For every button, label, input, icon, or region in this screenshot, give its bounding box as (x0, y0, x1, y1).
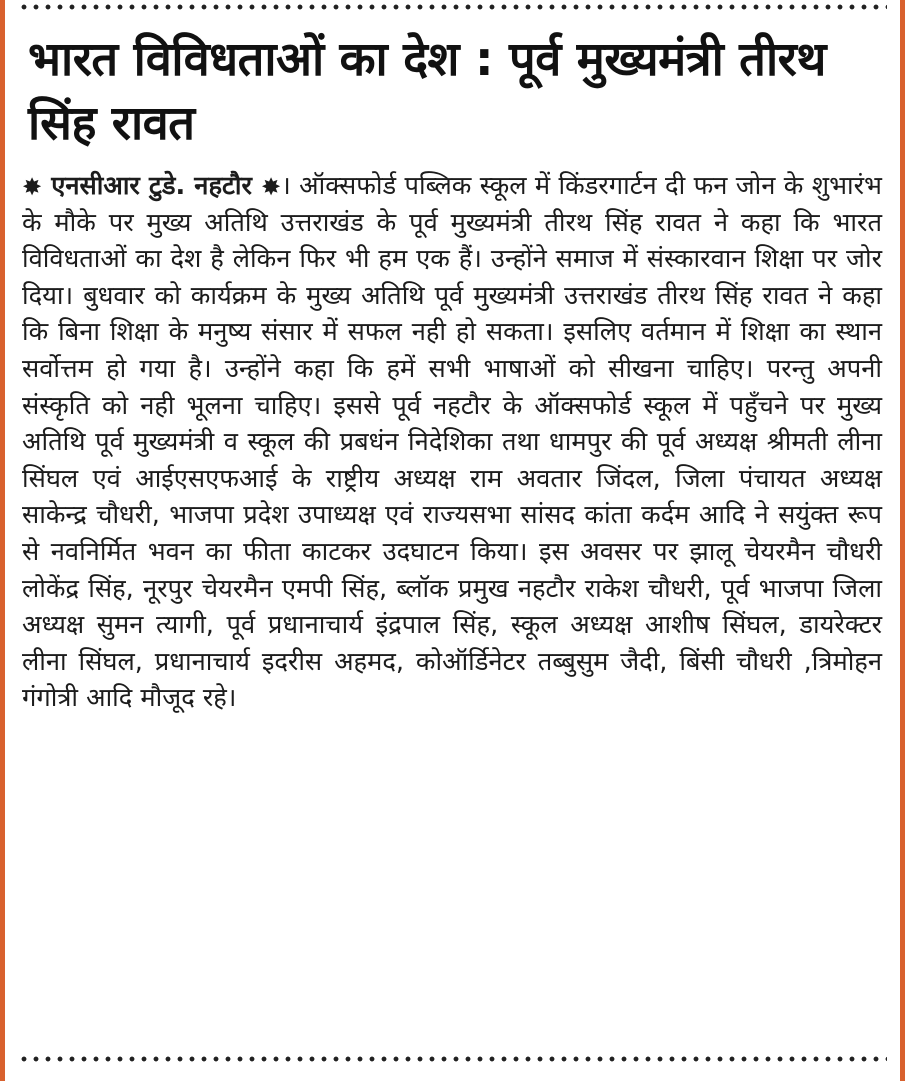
top-dotted-rule (18, 4, 887, 10)
bottom-dotted-rule (18, 1056, 887, 1062)
dateline-text: एनसीआर टुडे. नहटौर (51, 171, 252, 201)
dateline (22, 171, 281, 201)
article-body (22, 168, 882, 717)
article-text: । ऑक्सफोर्ड पब्लिक स्कूल में किंडरगार्टन दी फन जोन के शुभारंभ के मौके पर मुख्य अतिथि उत्तराखंड के पूर्व मुख्यमंत्री तीरथ सिंह रावत ने कहा कि भारत विविधताओं का देश है लेकिन फिर भी हम एक हैं। उन्होंने समाज में संस्कारवान शिक्षा पर जोर दिया। बुधवार को कार्यक्रम के मुख्य अतिथि पूर्व मुख्यमंत्री उत्तराखंड तीरथ सिंह रावत ने कहा कि बिना शिक्षा के मनुष्य संसार में सफल नही हो सकता। इसलिए वर्तमान में शिक्षा का स्थान सर्वोत्तम हो गया है। उन्होंने कहा कि हमें सभी भाषाओं को सीखना चाहिए। परन्तु अपनी संस्कृति को नही भूलना चाहिए। इससे पूर्व नहटौर के ऑक्सफोर्ड स्कूल में पहुँचने पर मुख्य अतिथि पूर्व मुख्यमंत्री व स्कूल की प्रबधंन निदेशिका तथा धामपुर की पूर्व अध्यक्ष श्रीमती लीना सिंघल एवं आईएसएफआई के राष्ट्रीय अध्यक्ष राम अवतार जिंदल, जिला पंचायत अध्यक्ष साकेन्द्र चौधरी, भाजपा प्रदेश उपाध्यक्ष एवं राज्यसभा सांसद कांता कर्दम आदि ने सयुंक्त रूप से नवनिर्मित भवन का फीता काटकर उदघाटन किया। इस अवसर पर झालू चेयरमैन चौधरी लोकेंद्र सिंह, नूरपुर चेयरमैन एमपी सिंह, ब्लॉक प्रमुख नहटौर राकेश चौधरी, पूर्व भाजपा जिला अध्यक्ष सुमन त्यागी, पूर्व प्रधानाचार्य इंद्रपाल सिंह, स्कूल अध्यक्ष आशीष सिंघल, डायरेक्टर लीना सिंघल, प्रधानाचार्य इदरीस अहमद, कोऑर्डिनेटर तब्बुसुम जैदी, बिंसी चौधरी ,त्रिमोहन गंगोत्री आदि मौजूद रहे। (22, 171, 882, 714)
star-icon: ✸ (261, 173, 282, 201)
headline: भारत विविधताओं का देश : पूर्व मुख्यमंत्री तीरथ सिंह रावत (28, 32, 826, 151)
star-icon: ✸ (22, 173, 43, 201)
